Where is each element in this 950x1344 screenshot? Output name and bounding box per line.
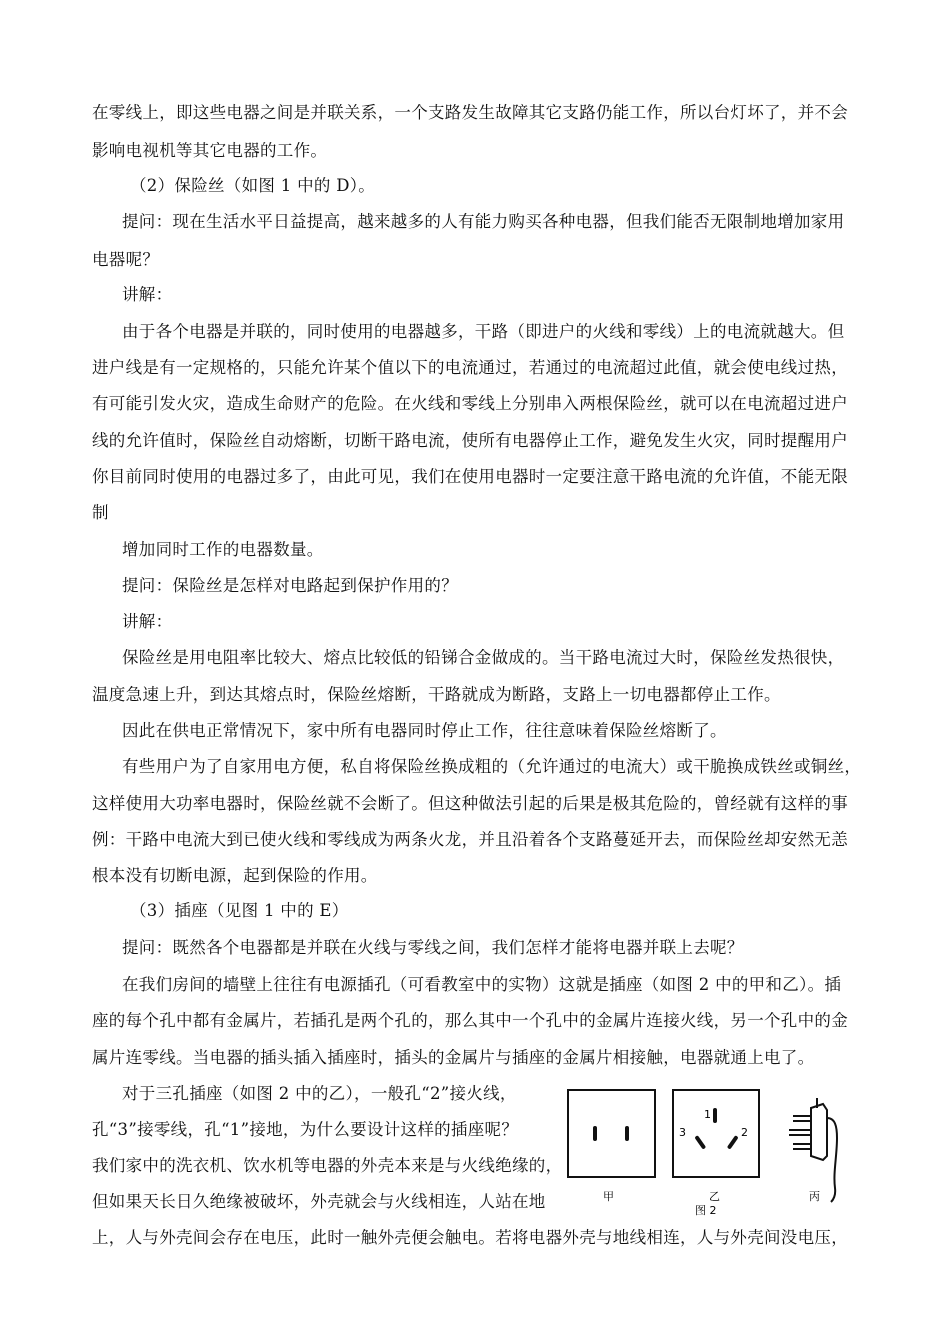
text-line: 提问：保险丝是怎样对电路起到保护作用的？ bbox=[122, 576, 458, 595]
plug-drawing bbox=[789, 1098, 837, 1202]
text-line: 有可能引发火灾，造成生命财产的危险。在火线和零线上分别串入两根保险丝，就可以在电流超过进户 bbox=[92, 394, 848, 413]
text-line: 电器呢？ bbox=[92, 250, 160, 269]
text-line: 对于三孔插座（如图 2 中的乙），一般孔“2”接火线， bbox=[122, 1084, 517, 1103]
text-line: 孔“3”接零线，孔“1”接地，为什么要设计这样的插座呢？ bbox=[92, 1120, 519, 1139]
text-line: 进户线是有一定规格的，只能允许某个值以下的电流通过，若通过的电流超过此值，就会使电线过热， bbox=[92, 358, 848, 377]
text-line: 有些用户为了自家用电方便，私自将保险丝换成粗的（允许通过的电流大）或干脆换成铁丝或铜丝， bbox=[122, 757, 862, 776]
text-line: 制 bbox=[92, 503, 109, 522]
text-line: 温度急速上升，到达其熔点时，保险丝熔断，干路就成为断路，支路上一切电器都停止工作。 bbox=[92, 685, 781, 704]
hole-number: 2 bbox=[741, 1126, 748, 1139]
text-line: 保险丝是用电阻率比较大、熔点比较低的铅锑合金做成的。当干路电流过大时，保险丝发热很快， bbox=[122, 648, 845, 667]
text-line: 线的允许值时，保险丝自动熔断，切断干路电流，使所有电器停止工作，避免发生火灾，同时提醒用户 bbox=[92, 431, 848, 450]
text-line: 在零线上，即这些电器之间是并联关系，一个支路发生故障其它支路仍能工作，所以台灯坏了，并不会 bbox=[92, 103, 848, 122]
two-hole-socket bbox=[568, 1090, 655, 1177]
text-line: 但如果天长日久绝缘被破坏，外壳就会与火线相连，人站在地 bbox=[92, 1192, 546, 1211]
text-line: 提问：现在生活水平日益提高，越来越多的人有能力购买各种电器，但我们能否无限制地增加家用 bbox=[122, 212, 845, 231]
text-line: 属片连零线。当电器的插头插入插座时，插头的金属片与插座的金属片相接触，电器就通上电了。 bbox=[92, 1048, 815, 1067]
text-line: 讲解： bbox=[122, 612, 173, 631]
text-line: 座的每个孔中都有金属片，若插孔是两个孔的，那么其中一个孔中的金属片连接火线，另一个孔中的金 bbox=[92, 1011, 848, 1030]
hole-number: 1 bbox=[704, 1108, 711, 1121]
text-line: 提问：既然各个电器都是并联在火线与零线之间，我们怎样才能将电器并联上去呢？ bbox=[122, 938, 744, 957]
text-line: 在我们房间的墙壁上往往有电源插孔（可看教室中的实物）这就是插座（如图 2 中的甲和乙）。插 bbox=[122, 975, 842, 994]
figure-label: 丙 bbox=[809, 1190, 820, 1203]
figure-label: 甲 bbox=[603, 1190, 614, 1203]
section-heading: （2）保险丝（如图 1 中的 D）。 bbox=[130, 176, 376, 195]
text-line: 增加同时工作的电器数量。 bbox=[122, 540, 324, 559]
three-hole-socket bbox=[673, 1090, 759, 1177]
text-line: 影响电视机等其它电器的工作。 bbox=[92, 141, 328, 160]
text-line: 我们家中的洗衣机、饮水机等电器的外壳本来是与火线绝缘的， bbox=[92, 1156, 563, 1175]
text-line: 例：干路中电流大到已使火线和零线成为两条火龙，并且沿着各个支路蔓延开去，而保险丝却安然无恙 bbox=[92, 830, 848, 849]
text-line: 上，人与外壳间会存在电压，此时一触外壳便会触电。若将电器外壳与地线相连，人与外壳间没电压， bbox=[92, 1228, 848, 1247]
section-heading: （3）插座（见图 1 中的 E） bbox=[130, 901, 349, 920]
figure-2-outlets bbox=[565, 1078, 865, 1216]
text-line: 由于各个电器是并联的，同时使用的电器越多，干路（即进户的火线和零线）上的电流就越大。但 bbox=[122, 322, 845, 341]
figure-caption: 图 2 bbox=[695, 1204, 717, 1216]
text-line: 这样使用大功率电器时，保险丝就不会断了。但这种做法引起的后果是极其危险的，曾经就有这样的事 bbox=[92, 794, 848, 813]
figure-label: 乙 bbox=[709, 1190, 720, 1203]
text-line: 因此在供电正常情况下，家中所有电器同时停止工作，往往意味着保险丝熔断了。 bbox=[122, 721, 727, 740]
text-line: 根本没有切断电源，起到保险的作用。 bbox=[92, 866, 378, 885]
text-line: 你目前同时使用的电器过多了，由此可见，我们在使用电器时一定要注意干路电流的允许值，不能无限 bbox=[92, 467, 848, 486]
hole-number: 3 bbox=[679, 1126, 686, 1139]
text-line: 讲解： bbox=[122, 285, 173, 304]
